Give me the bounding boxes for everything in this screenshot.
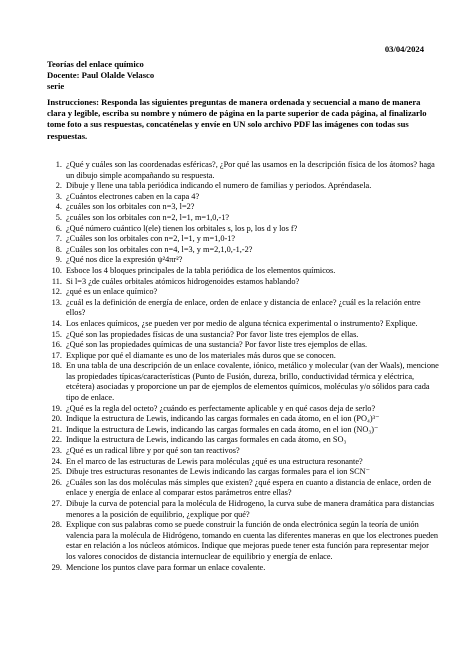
question-number: 25.	[51, 467, 62, 477]
question-number: 19.	[51, 403, 62, 413]
question-text: Explique con sus palabras como se puede construir la función de onda electrónica según la teoría de unión valencia para la molécula de Hidrógeno, tomando en cuenta las diferentes maneras en que los electrones pueden estar en relación a los núcleos atómicos. Indique que mejoras puede tener esta función para representar mejor los valores conocidos de distancia internuclear de equilibrio y energía de enlace.	[66, 520, 439, 561]
question-text: Indique la estructura de Lewis, indicando las cargas formales en cada átomo, en el ion (NO₃)⁻	[66, 424, 379, 434]
question-item	[38, 160, 440, 181]
question-number: 10.	[51, 265, 62, 275]
question-text: ¿qué es un enlace químico?	[66, 287, 158, 297]
question-number: 1.	[55, 160, 62, 169]
question-number: 20.	[51, 414, 62, 424]
question-text: Indique la estructura de Lewis, indicando las cargas formales en cada átomo, en SO₃	[66, 435, 347, 445]
question-item	[38, 330, 440, 341]
question-item	[38, 245, 440, 256]
question-text: Si l=3 ¿de cuáles orbitales atómicos hidrogenoides estamos hablando?	[66, 276, 300, 286]
question-number: 7.	[55, 234, 62, 244]
question-text: Mencione los puntos clave para formar un enlace covalente.	[66, 562, 266, 572]
question-item	[38, 340, 440, 351]
question-item	[38, 255, 440, 266]
instructions-paragraph: Instrucciones: Responda las siguientes preguntas de manera ordenada y secuencial a mano de manera clara y legible, escriba su nombre y número de página en la parte superior de cada página, al finalizarlo tome foto a sus respuestas, concaténelas y envíe en UN solo archivo PDF las imágenes con todas sus respuestas.	[47, 97, 427, 141]
question-number: 26.	[51, 477, 62, 487]
question-text: ¿cuál es la definición de energía de enlace, orden de enlace y distancia de enlace? ¿cuál es la relación entre ellos?	[66, 297, 421, 318]
question-text: En el marco de las estructuras de Lewis para moléculas ¿qué es una estructura resonante?	[66, 456, 363, 466]
question-item	[38, 192, 440, 203]
question-number: 17.	[51, 350, 62, 360]
question-text: Esboce los 4 bloques principales de la tabla periódica de los elementos químicos.	[66, 265, 336, 275]
question-item	[38, 457, 440, 468]
question-text: ¿Cuáles son los orbitales con n=4, l=3, y m=2,1,0,-1,-2?	[66, 244, 253, 254]
question-item	[38, 520, 440, 562]
question-text: En una tabla de una descripción de un enlace covalente, iónico, metálico y molecular (van der Waals), mencione las propiedades típicas/características (Punto de Fusión, dureza, brillo, conductividad térmica y eléctrica, etcétera) asociadas y proporcione un par de ejemplos de elementos químicos, moléculas y/o sólidos para cada tipo de enlace.	[66, 361, 439, 403]
question-text: Los enlaces químicos, ¿se pueden ver por medio de alguna técnica experimental o instrumento? Explique.	[66, 318, 418, 328]
question-text: ¿Qué nos dice la expresión ψ²4πr²?	[66, 255, 183, 265]
question-number: 13.	[51, 297, 62, 307]
serie-label: serie	[47, 81, 65, 92]
document-header	[47, 59, 154, 93]
question-item	[38, 467, 440, 478]
question-number: 28.	[51, 520, 62, 530]
question-number: 16.	[51, 340, 62, 350]
question-number: 8.	[55, 244, 62, 254]
question-number: 14.	[51, 318, 62, 328]
question-list	[38, 160, 440, 573]
question-item	[38, 478, 440, 499]
question-item	[38, 213, 440, 224]
question-text: ¿Qué y cuáles son las coordenadas esféricas?, ¿Por qué las usamos en la descripción física de los átomos? haga un dibujo simple acompañando su respuesta.	[66, 160, 435, 180]
course-title: Teorías del enlace químico	[47, 59, 144, 69]
question-text: ¿Qué es la regla del octeto? ¿cuándo es perfectamente aplicable y en qué casos deja de serlo?	[66, 403, 376, 413]
question-item	[38, 234, 440, 245]
question-item	[38, 404, 440, 415]
question-number: 3.	[55, 191, 62, 201]
question-item	[38, 298, 440, 319]
question-number: 27.	[51, 499, 62, 508]
question-item	[38, 425, 440, 436]
question-item	[38, 351, 440, 362]
question-item	[38, 446, 440, 457]
question-number: 11.	[51, 276, 62, 286]
question-text: ¿Qué es un radical libre y por qué son tan reactivos?	[66, 446, 240, 456]
question-item	[38, 435, 440, 446]
question-number: 2.	[55, 181, 62, 191]
question-number: 24.	[51, 456, 62, 466]
question-text: Dibuje tres estructuras resonantes de Lewis indicando las cargas formales para el ion SCN⁻	[66, 467, 370, 477]
question-text: ¿Cuáles son las dos moléculas más simples que existen? ¿qué espera en cuanto a distancia de enlace, orden de enlace y energía de enlace al comparar estos parámetros entre ellas?	[66, 477, 432, 498]
question-number: 9.	[55, 255, 62, 265]
question-item	[38, 563, 440, 574]
question-text: ¿Qué son las propiedades químicas de una sustancia? Por favor liste tres ejemplos de ellas.	[66, 340, 368, 350]
question-text: ¿cuáles son los orbitales con n=2, l=1, m=1,0,-1?	[66, 212, 230, 222]
question-text: ¿Cuántos electrones caben en la capa 4?	[66, 191, 200, 201]
question-text: ¿Qué son las propiedades físicas de una sustancia? Por favor liste tres ejemplos de ellas.	[66, 329, 359, 339]
question-text: Explique por qué el diamante es uno de los materiales más duros que se conocen.	[66, 350, 336, 360]
question-item	[38, 277, 440, 288]
teacher-name: Docente: Paul Olalde Velasco	[47, 70, 155, 81]
question-number: 4.	[55, 202, 62, 212]
question-number: 15.	[51, 329, 62, 339]
document-date: 03/04/2024	[384, 44, 424, 54]
question-text: ¿cuáles son los orbitales con n=3, l=2?	[66, 202, 195, 212]
question-text: Indique la estructura de Lewis, indicando las cargas formales en cada átomo, en el ion (PO₄)³⁻	[66, 414, 380, 424]
question-number: 6.	[55, 223, 62, 233]
question-text: Dibuje y llene una tabla periódica indicando el numero de familias y periodos. Apréndasela.	[66, 181, 372, 191]
question-text: Dibuje la curva de potencial para la molécula de Hidrogeno, la curva sube de manera dramática para distancias menores a la posición de equilibrio, ¿explique por qué?	[66, 499, 435, 519]
question-item	[38, 414, 440, 425]
question-number: 21.	[51, 424, 62, 434]
question-number: 18.	[51, 361, 62, 371]
question-text: ¿Qué número cuántico l(ele) tienen los orbitales s, los p, los d y los f?	[66, 223, 298, 233]
question-number: 22.	[51, 435, 62, 445]
question-item	[38, 202, 440, 213]
question-item	[38, 224, 440, 235]
question-item	[38, 361, 440, 403]
question-number: 12.	[51, 287, 62, 297]
question-item	[38, 319, 440, 330]
question-item	[38, 499, 440, 520]
question-number: 23.	[51, 446, 62, 456]
question-number: 29.	[51, 562, 62, 572]
question-item	[38, 181, 440, 192]
question-text: ¿Cuáles son los orbitales con n=2, l=1, y m=1,0-1?	[66, 234, 236, 244]
question-number: 5.	[55, 212, 62, 222]
question-item	[38, 266, 440, 277]
question-item	[38, 287, 440, 298]
